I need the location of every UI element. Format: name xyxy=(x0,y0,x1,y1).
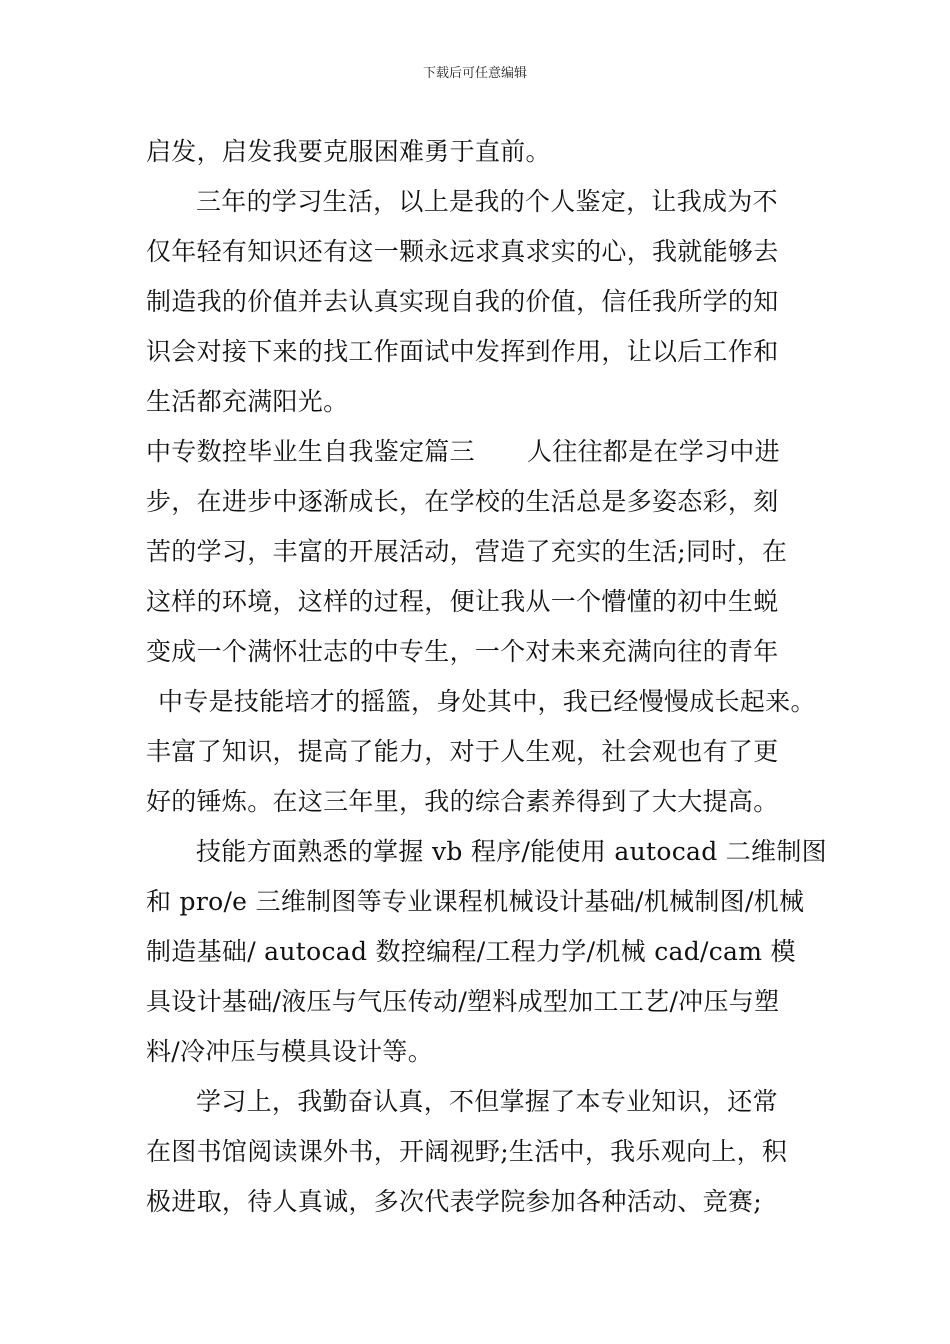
text-line: 制造基础/ autocad 数控编程/工程力学/机械 cad/cam 模 xyxy=(146,937,796,966)
text-line: 技能方面熟悉的掌握 vb 程序/能使用 autocad 二维制图 xyxy=(196,837,827,866)
text-line: 苦的学习，丰富的开展活动，营造了充实的生活;同时，在 xyxy=(146,537,788,566)
text-line: 生活都充满阳光。 xyxy=(146,387,349,416)
text-line: 三年的学习生活，以上是我的个人鉴定，让我成为不 xyxy=(196,187,778,216)
text-line: 极进取，待人真诚，多次代表学院参加各种活动、竞赛; xyxy=(146,1187,762,1216)
text-line: 学习上，我勤奋认真，不但掌握了本专业知识，还常 xyxy=(196,1087,778,1116)
text-line: 制造我的价值并去认真实现自我的价值，信任我所学的知 xyxy=(146,287,779,316)
text-line: 好的锤炼。在这三年里，我的综合素养得到了大大提高。 xyxy=(146,787,779,816)
text-line: 启发，启发我要克服困难勇于直前。 xyxy=(146,137,551,166)
section-heading: 中专数控毕业生自我鉴定篇三 xyxy=(146,437,475,466)
page-header: 下载后可任意编辑 xyxy=(422,66,527,81)
text-line: 和 pro/e 三维制图等专业课程机械设计基础/机械制图/机械 xyxy=(146,887,805,916)
text-line: 料/冷冲压与模具设计等。 xyxy=(146,1037,434,1066)
text-line: 这样的环境，这样的过程，便让我从一个懵懂的初中生蜕 xyxy=(146,587,779,616)
text-line: 变成一个满怀壮志的中专生，一个对未来充满向往的青年 xyxy=(146,637,779,666)
text-line: 步，在进步中逐渐成长，在学校的生活总是多姿态彩，刻 xyxy=(146,487,779,516)
section-heading-line xyxy=(146,427,816,477)
document-body xyxy=(146,127,827,1227)
text-line: 丰富了知识，提高了能力，对于人生观，社会观也有了更 xyxy=(146,737,779,766)
text-line: 识会对接下来的找工作面试中发挥到作用，让以后工作和 xyxy=(146,337,779,366)
text-line: 中专是技能培才的摇篮，身处其中，我已经慢慢成长起来。 xyxy=(158,687,816,716)
text-line: 具设计基础/液压与气压传动/塑料成型加工工艺/冲压与塑 xyxy=(146,987,780,1016)
text-line: 人往往都是在学习中进 xyxy=(526,437,780,466)
text-line: 仅年轻有知识还有这一颗永远求真求实的心，我就能够去 xyxy=(146,237,779,266)
text-line: 在图书馆阅读课外书，开阔视野;生活中，我乐观向上，积 xyxy=(146,1137,788,1166)
